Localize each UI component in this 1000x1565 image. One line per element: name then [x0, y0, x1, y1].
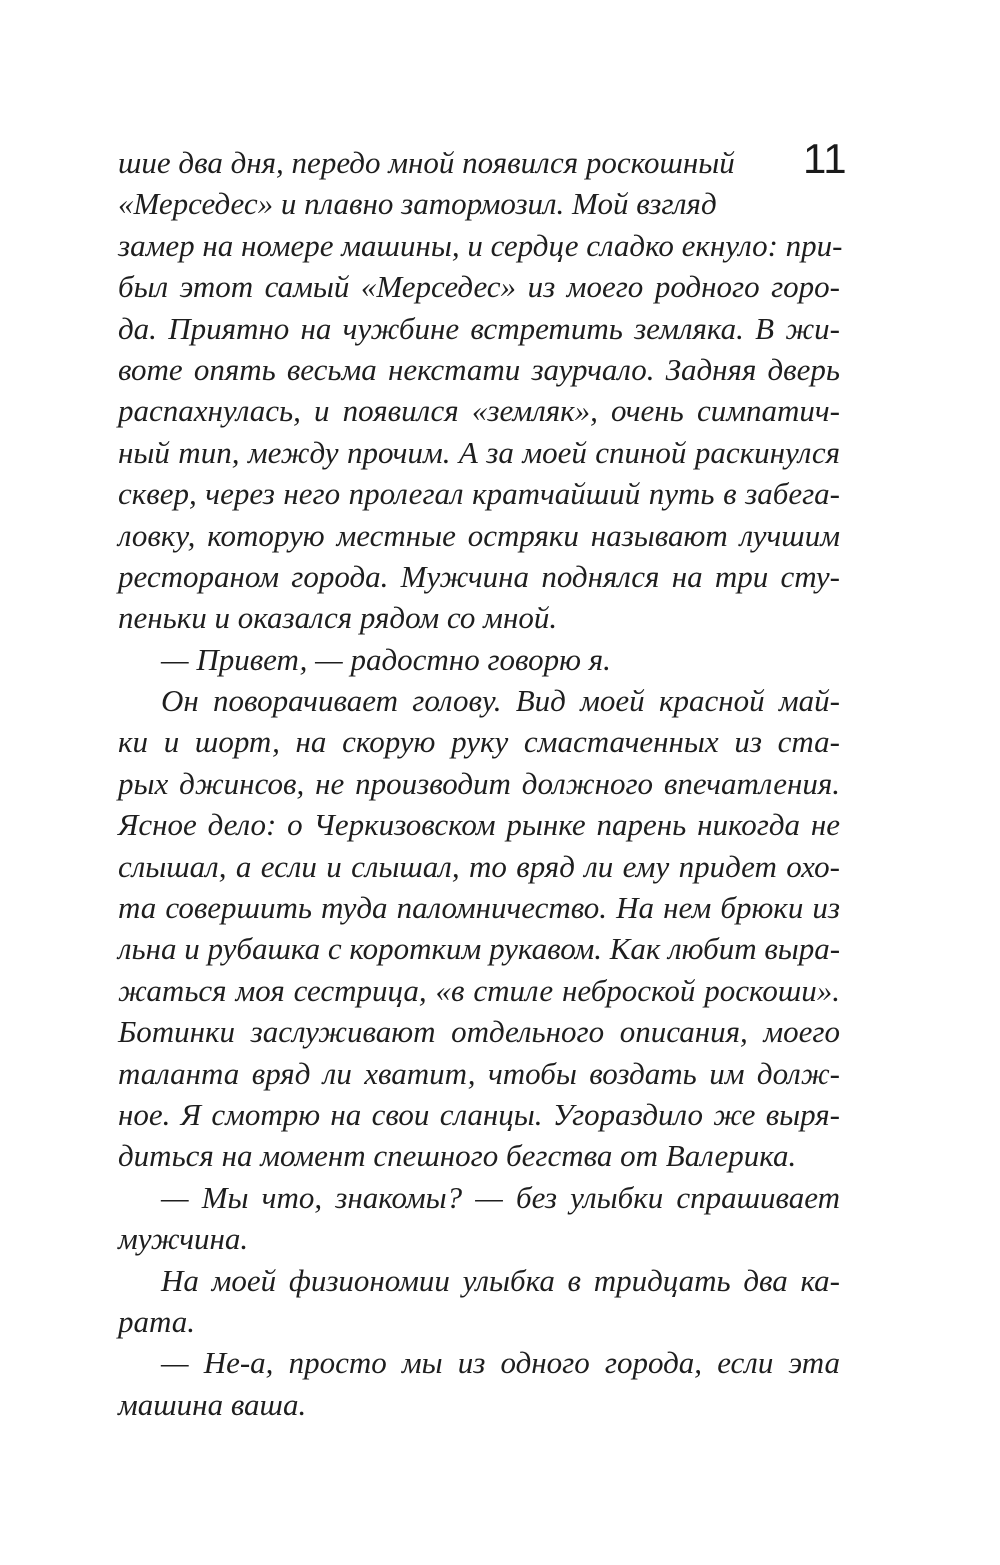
text-line: «Мерседес» и плавно затормозил. Мой взгляд — [118, 186, 717, 222]
paragraph-end-line: машина ваша. — [118, 1386, 307, 1422]
text-line: ки и шорт, на скорую руку смастаченных из ста- — [118, 724, 840, 760]
text-line: да. Приятно на чужбине встретить земляка. В жи- — [118, 310, 840, 346]
text-line: шие два дня, передо мной появился роскошный — [118, 145, 735, 180]
text-line: Ясное дело: о Черкизовском рынке парень никогда не — [118, 807, 840, 843]
text-line: льна и рубашка с коротким рукавом. Как любит выра- — [118, 931, 841, 967]
paragraph-end-line: рата. — [118, 1303, 196, 1339]
paragraph-start-line: Он поворачивает голову. Вид моей красной май- — [161, 683, 840, 719]
text-line: Ботинки заслуживают отдельного описания, моего — [118, 1014, 840, 1050]
text-line: ный тип, между прочим. А за моей спиной раскинулся — [118, 434, 840, 470]
text-line: был этот самый «Мерседес» из моего родного горо- — [118, 269, 840, 305]
paragraph-start-line: На моей физиономии улыбка в тридцать два ка- — [161, 1262, 840, 1298]
paragraph-end-line: диться на момент спешного бегства от Валерика. — [118, 1138, 797, 1174]
text-line: сквер, через него пролегал кратчайший путь в забега- — [118, 476, 840, 512]
text-line: рестораном города. Мужчина поднялся на три сту- — [118, 558, 840, 594]
text-line: слышал, а если и слышал, то вряд ли ему придет охо- — [118, 848, 840, 884]
text-line: воте опять весьма некстати заурчало. Задняя дверь — [118, 351, 840, 387]
dialogue-line: — Привет, — радостно говорю я. — [161, 641, 611, 677]
paragraph-end-line: мужчина. — [118, 1221, 249, 1257]
text-line: ловку, которую местные остряки называют лучшим — [118, 517, 840, 553]
text-line: ное. Я смотрю на свои сланцы. Угораздило же выря- — [118, 1096, 840, 1132]
text-line: распахнулась, и появился «земляк», очень симпатич- — [118, 393, 840, 429]
dialogue-line: — Мы что, знакомы? — без улыбки спрашивает — [161, 1179, 840, 1215]
text-line: замер на номере машины, и сердце сладко екнуло: при- — [118, 227, 843, 263]
text-line: таланта вряд ли хватит, чтобы воздать им долж- — [118, 1055, 840, 1091]
text-line: рых джинсов, не производит должного впечатления. — [118, 765, 840, 801]
page-number: 11 — [803, 135, 847, 182]
body-text — [118, 142, 843, 1425]
paragraph-end-line: пеньки и оказался рядом со мной. — [118, 600, 558, 636]
dialogue-line: — Не-а, просто мы из одного города, если эта — [161, 1345, 840, 1381]
text-line: жаться моя сестрица, «в стиле неброской роскоши». — [118, 972, 840, 1008]
text-line: та совершить туда паломничество. На нем брюки из — [118, 890, 840, 926]
